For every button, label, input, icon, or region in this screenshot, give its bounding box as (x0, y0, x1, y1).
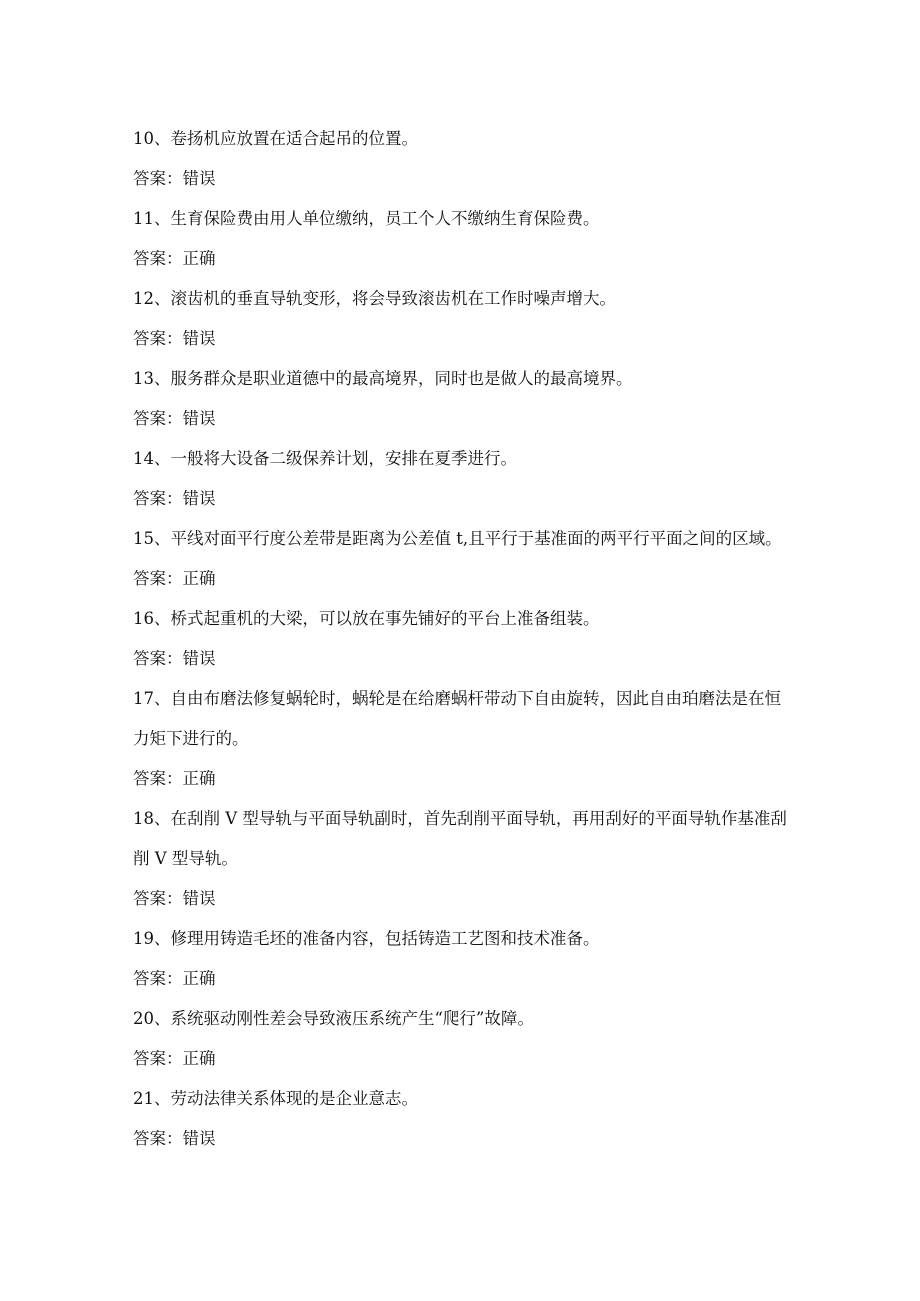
answer-text: 答案：正确 (133, 249, 216, 268)
answer-text: 答案：错误 (133, 649, 216, 668)
question-text: 11、生育保险费由用人单位缴纳，员工个人不缴纳生育保险费。 (133, 209, 600, 228)
question-item (133, 679, 793, 799)
question-text: 15、平线对面平行度公差带是距离为公差值 t,且平行于基准面的两平行平面之间的区域。 (133, 529, 782, 548)
question-item (133, 999, 793, 1079)
question-text: 18、在刮削 V 型导轨与平面导轨副时，首先刮削平面导轨，再用刮好的平面导轨作基准刮削 V 型导轨。 (133, 809, 787, 868)
answer-text: 答案：错误 (133, 889, 216, 908)
question-text: 13、服务群众是职业道德中的最高境界，同时也是做人的最高境界。 (133, 369, 633, 388)
answer-text: 答案：正确 (133, 769, 216, 788)
question-item (133, 599, 793, 679)
question-item (133, 119, 793, 199)
question-item (133, 519, 793, 599)
question-item (133, 919, 793, 999)
answer-text: 答案：错误 (133, 329, 216, 348)
question-item (133, 279, 793, 359)
answer-text: 答案：正确 (133, 969, 216, 988)
question-item (133, 439, 793, 519)
answer-text: 答案：错误 (133, 169, 216, 188)
question-text: 19、修理用铸造毛坯的准备内容，包括铸造工艺图和技术准备。 (133, 929, 600, 948)
question-text: 12、滚齿机的垂直导轨变形，将会导致滚齿机在工作时噪声增大。 (133, 289, 616, 308)
question-item (133, 799, 793, 919)
question-item (133, 359, 793, 439)
question-text: 17、自由布磨法修复蜗轮时，蜗轮是在给磨蜗杆带动下自由旋转，因此自由珀磨法是在恒力矩下进行的。 (133, 689, 781, 748)
question-text: 14、一般将大设备二级保养计划，安排在夏季进行。 (133, 449, 517, 468)
question-text: 21、劳动法律关系体现的是企业意志。 (133, 1089, 418, 1108)
question-text: 20、系统驱动刚性差会导致液压系统产生“爬行”故障。 (133, 1009, 534, 1028)
question-item (133, 1079, 793, 1159)
question-text: 10、卷扬机应放置在适合起吊的位置。 (133, 129, 418, 148)
question-list (133, 119, 793, 1159)
answer-text: 答案：错误 (133, 489, 216, 508)
answer-text: 答案：错误 (133, 1129, 216, 1148)
answer-text: 答案：正确 (133, 569, 216, 588)
answer-text: 答案：正确 (133, 1049, 216, 1068)
question-text: 16、桥式起重机的大梁，可以放在事先铺好的平台上准备组装。 (133, 609, 600, 628)
answer-text: 答案：错误 (133, 409, 216, 428)
question-item (133, 199, 793, 279)
